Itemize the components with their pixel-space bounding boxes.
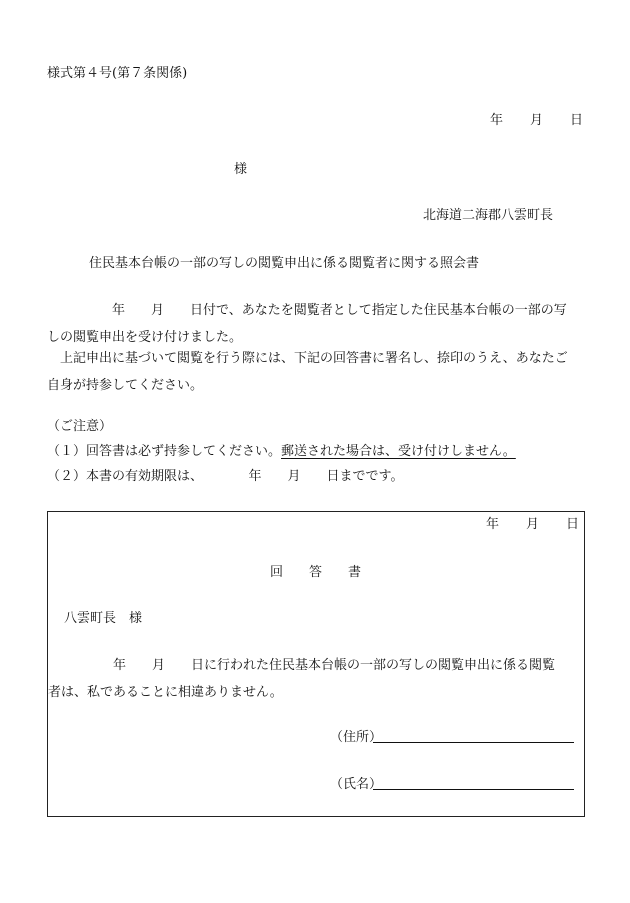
address-label: （住所） (330, 730, 383, 745)
header-date-month: 月 (530, 113, 544, 128)
reply-form-date-day: 日 (566, 517, 580, 532)
sender-name: 北海道二海郡八雲町長 (423, 208, 554, 223)
note-1 (47, 445, 516, 458)
header-date-year: 年 (490, 113, 504, 128)
document-title: 住民基本台帳の一部の写しの閲覧申出に係る閲覧者に関する照会書 (89, 256, 480, 271)
form-number: 様式第４号(第７条関係) (47, 66, 188, 81)
body-paragraph-2-line1: 上記申出に基づいて閲覧を行う際には、下記の回答書に署名し、捺印のうえ、あなたご (47, 351, 568, 366)
note-1-underlined-text: 郵送された場合は、受け付けしません。 (281, 444, 516, 459)
reply-form-title: 回 答 書 (270, 565, 362, 580)
reply-form-statement (48, 652, 584, 706)
header-date-day: 日 (570, 113, 584, 128)
reply-form-statement-line1: 年 月 日に行われた住民基本台帳の一部の写しの閲覧申出に係る閲覧 (48, 658, 556, 673)
note-1-text: （１）回答書は必ず持参してください。 (47, 444, 282, 459)
body-paragraph-2-line2: 自身が持参してください。 (47, 378, 204, 393)
reply-form-date (486, 518, 579, 531)
reply-form-statement-line2: 者は、私であることに相違ありません。 (48, 685, 283, 700)
name-label: （氏名） (330, 777, 383, 792)
body-paragraph-2 (47, 345, 587, 399)
addressee-suffix: 様 (234, 162, 248, 177)
reply-form-date-year: 年 (486, 517, 500, 532)
address-signature-line[interactable] (373, 742, 574, 743)
header-date (490, 114, 583, 127)
reply-form-date-month: 月 (526, 517, 540, 532)
body-paragraph-1 (47, 297, 587, 351)
notes-heading: （ご注意） (47, 419, 113, 434)
reply-form-addressee: 八雲町長 様 (64, 611, 143, 626)
name-signature-line[interactable] (373, 789, 574, 790)
reply-form-box (47, 511, 585, 817)
note-2: （２）本書の有効期限は、 年 月 日までです。 (47, 469, 404, 484)
body-paragraph-1-line2: しの閲覧申出を受け付けました。 (47, 330, 243, 345)
body-paragraph-1-line1: 年 月 日付で、あなたを閲覧者として指定した住民基本台帳の一部の写 (47, 303, 567, 318)
